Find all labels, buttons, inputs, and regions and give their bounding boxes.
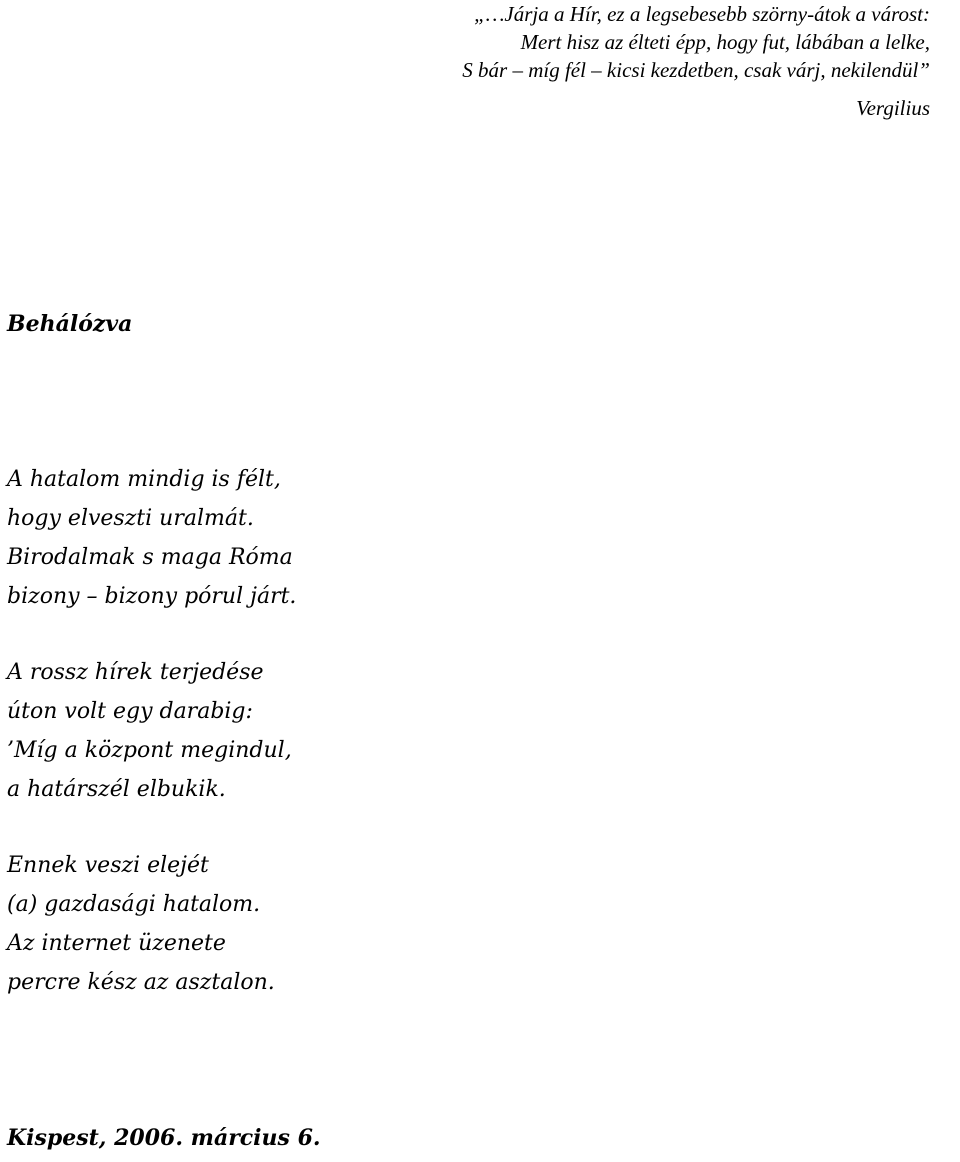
verse-line: A rossz hírek terjedése (7, 660, 264, 685)
verse-line: Birodalmak s maga Róma (7, 545, 293, 570)
signature-place-date: Kispest, 2006. március 6. (7, 1125, 321, 1151)
verse-line: Ennek veszi elejét (7, 853, 209, 878)
stanza-2 (7, 653, 292, 809)
verse-line: úton volt egy darabig: (7, 699, 253, 724)
epigraph-line: S bár – míg fél – kicsi kezdetben, csak várj, nekilendül” (462, 58, 930, 82)
verse-line: (a) gazdasági hatalom. (7, 892, 261, 917)
stanza-1 (7, 460, 296, 616)
verse-line: hogy elveszti uralmát. (7, 506, 254, 531)
epigraph (462, 0, 930, 122)
verse-line: percre kész az asztalon. (7, 970, 275, 995)
epigraph-author: Vergilius (856, 96, 930, 120)
verse-line: Az internet üzenete (7, 931, 226, 956)
poem-title: Behálózva (7, 311, 133, 337)
verse-line: a határszél elbukik. (7, 777, 226, 802)
verse-line: A hatalom mindig is félt, (7, 467, 281, 492)
epigraph-line: „…Járja a Hír, ez a legsebesebb szörny-átok a várost: (474, 2, 930, 26)
epigraph-line: Mert hisz az élteti épp, hogy fut, lábában a lelke, (520, 30, 930, 54)
verse-line: bizony – bizony pórul járt. (7, 584, 297, 609)
verse-line: ’Míg a központ megindul, (7, 738, 292, 763)
stanza-3 (7, 846, 275, 1002)
